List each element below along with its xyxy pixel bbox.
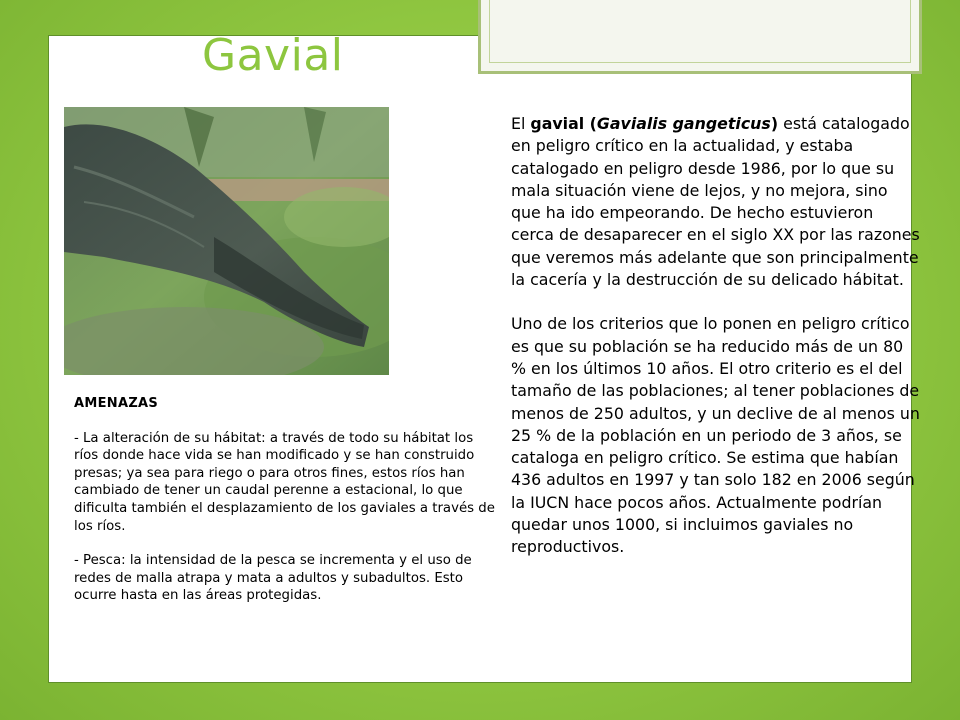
description-paragraph-1 xyxy=(511,113,921,291)
description-paragraph-2: Uno de los criterios que lo ponen en peligro crítico es que su población se ha reducido más de un 80 % en los últimos 10 años. El otro criterio es el del tamaño de las poblaciones; al tener poblaciones de menos de 250 adultos, y un declive de al menos un 25 % de la población en un periodo de 3 años, se cataloga en peligro crítico. Se estima que habían 436 adultos en 1997 y tan solo 182 en 2006 según la IUCN hace pocos años. Actualmente podrían quedar unos 1000, si incluimos gaviales no reproductivos. xyxy=(511,314,920,557)
desc-paragraph-1-text: está catalogado en peligro crítico en la actualidad, y estaba catalogado en peligro desde 1986, por lo que su mala situación viene de lejos, y no mejora, sino que ha ido empeorando. De hecho estuvieron cerca de desaparecer en el siglo XX por las razones que veremos más adelante que son principalmente la cacería y la destrucción de su delicado hábitat. xyxy=(511,114,920,290)
title-tab-inner-border xyxy=(489,0,911,63)
threats-heading: AMENAZAS xyxy=(74,396,159,411)
slide-title: Gavial xyxy=(202,30,344,81)
desc-prefix: El xyxy=(511,114,531,133)
desc-bold-name: gavial ( xyxy=(530,114,597,133)
threat-fishing: - Pesca: la intensidad de la pesca se incrementa y el uso de redes de malla atrapa y mata a adultos y subadultos. Esto ocurre hasta en las áreas protegidas. xyxy=(74,553,472,604)
desc-scientific-name: Gavialis gangeticus xyxy=(596,114,771,133)
desc-bold-close: ) xyxy=(770,114,779,133)
threat-habitat: - La alteración de su hábitat: a través de todo su hábitat los ríos donde hace vida se han modificado y se han construido presas; ya sea para riego o para otros fines, estos ríos han cambiado de tener un caudal perenne a estacional, lo que dificulta también el desplazamiento de los gaviales a través de los ríos. xyxy=(74,430,495,534)
gavial-photo xyxy=(64,107,389,375)
description-section xyxy=(511,113,921,581)
threats-section xyxy=(74,395,496,622)
title-tab-decoration xyxy=(478,0,922,74)
